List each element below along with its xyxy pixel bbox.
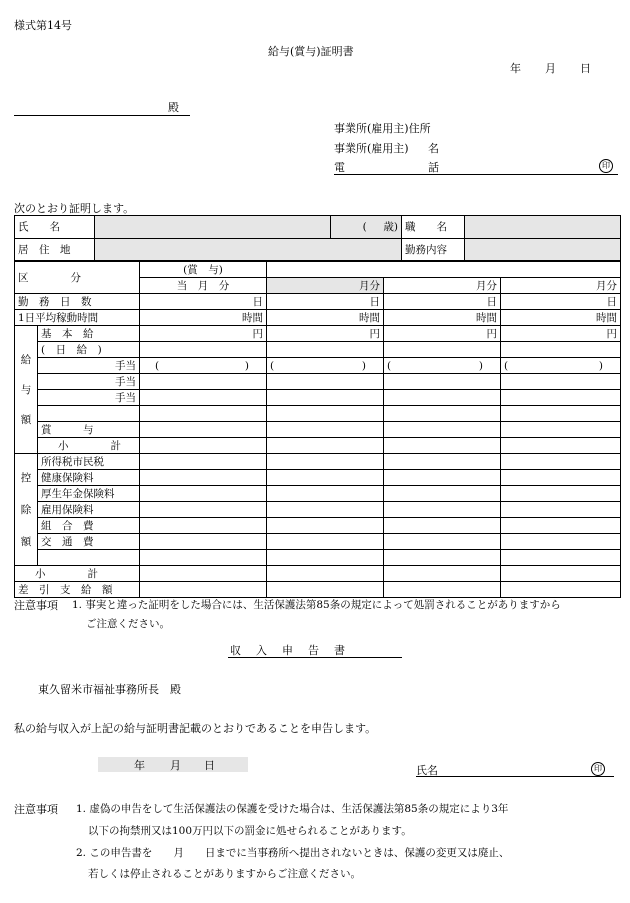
month-col-2[interactable]: 月分 bbox=[384, 278, 501, 294]
cell[interactable] bbox=[501, 454, 621, 470]
bonus-header: (賞 与) bbox=[140, 262, 267, 278]
blank-label bbox=[38, 406, 140, 422]
cell[interactable]: 日 bbox=[140, 294, 267, 310]
cell[interactable] bbox=[267, 566, 384, 582]
declaration-name-label: 氏名 bbox=[416, 764, 438, 777]
pay-group-label: 給 与 額 bbox=[15, 326, 38, 454]
category-label: 区 分 bbox=[15, 262, 140, 294]
cell[interactable] bbox=[501, 342, 621, 358]
declaration-date-field[interactable] bbox=[98, 757, 248, 772]
cell[interactable] bbox=[384, 390, 501, 406]
cell[interactable] bbox=[267, 438, 384, 454]
cell[interactable] bbox=[501, 486, 621, 502]
employer-name-suffix: 名 bbox=[428, 142, 439, 155]
notes1-label: 注意事項 bbox=[14, 599, 58, 612]
cell[interactable] bbox=[267, 518, 384, 534]
cell[interactable] bbox=[267, 454, 384, 470]
cell[interactable] bbox=[267, 406, 384, 422]
cell[interactable] bbox=[384, 374, 501, 390]
cell[interactable] bbox=[267, 486, 384, 502]
address-field[interactable] bbox=[95, 239, 402, 261]
declaration-addressee: 東久留米市福祉事務所長 殿 bbox=[38, 683, 181, 696]
cell[interactable] bbox=[140, 454, 267, 470]
cell[interactable] bbox=[267, 502, 384, 518]
intro-text: 次のとおり証明します。 bbox=[14, 202, 135, 215]
month-col-3[interactable]: 月分 bbox=[501, 278, 621, 294]
cell[interactable] bbox=[384, 518, 501, 534]
cell[interactable]: 円 bbox=[140, 326, 267, 342]
age-field[interactable]: ( 歳) bbox=[331, 216, 402, 239]
cell[interactable] bbox=[140, 390, 267, 406]
cell[interactable] bbox=[140, 582, 267, 598]
cell[interactable]: 円 bbox=[384, 326, 501, 342]
cell[interactable] bbox=[384, 550, 501, 566]
declaration-statement: 私の給与収入が上記の給与証明書記載のとおりであることを申告します。 bbox=[14, 722, 377, 735]
cell[interactable] bbox=[267, 534, 384, 550]
cell[interactable]: 時間 bbox=[267, 310, 384, 326]
cell[interactable] bbox=[140, 550, 267, 566]
cell[interactable] bbox=[501, 582, 621, 598]
base-pay-label: 基 本 給 bbox=[38, 326, 140, 342]
cell[interactable] bbox=[140, 534, 267, 550]
declaration-title-underline bbox=[228, 657, 402, 658]
employer-address-label: 事業所(雇用主)住所 bbox=[334, 122, 431, 135]
cell[interactable]: 円 bbox=[267, 326, 384, 342]
phone-label-2: 話 bbox=[428, 161, 439, 174]
work-label: 勤務内容 bbox=[402, 239, 465, 261]
cell[interactable] bbox=[501, 422, 621, 438]
income-tax-label: 所得税市民税 bbox=[38, 454, 140, 470]
addressee-suffix: 殿 bbox=[168, 101, 179, 114]
cell[interactable] bbox=[384, 454, 501, 470]
date-year: 年 bbox=[510, 62, 521, 75]
union-fee-label: 組 合 費 bbox=[38, 518, 140, 534]
cell[interactable] bbox=[140, 342, 267, 358]
job-label: 職 名 bbox=[402, 216, 465, 239]
declaration-date-day: 日 bbox=[204, 759, 215, 772]
pay-subtotal-label: 小 計 bbox=[38, 438, 140, 454]
cell[interactable] bbox=[267, 582, 384, 598]
cell[interactable]: ( ) bbox=[501, 358, 621, 374]
cell[interactable] bbox=[384, 534, 501, 550]
notes2-item2-line2: 若しくは停止されることがありますからご注意ください。 bbox=[88, 868, 361, 880]
cell[interactable] bbox=[501, 438, 621, 454]
declaration-name-line bbox=[416, 776, 614, 777]
cell[interactable] bbox=[140, 374, 267, 390]
work-field[interactable] bbox=[465, 239, 621, 261]
daily-pay-label: ( 日 給 ) bbox=[38, 342, 140, 358]
employer-line bbox=[334, 174, 618, 175]
addressee-line bbox=[14, 115, 190, 116]
cell[interactable] bbox=[501, 406, 621, 422]
blank-label bbox=[38, 550, 140, 566]
cell[interactable] bbox=[501, 470, 621, 486]
transport-label: 交 通 費 bbox=[38, 534, 140, 550]
phone-label-1: 電 bbox=[334, 161, 345, 174]
cell[interactable] bbox=[384, 470, 501, 486]
bonus-label: 賞 与 bbox=[38, 422, 140, 438]
cell[interactable] bbox=[384, 566, 501, 582]
net-pay-label: 差 引 支 給 額 bbox=[15, 582, 140, 598]
allowance-label-3: 手当 bbox=[38, 390, 140, 406]
work-days-label: 勤 務 日 数 bbox=[15, 294, 140, 310]
cell[interactable] bbox=[501, 550, 621, 566]
seal-mark: 印 bbox=[599, 158, 613, 173]
date-month: 月 bbox=[545, 62, 556, 75]
cell[interactable]: 日 bbox=[384, 294, 501, 310]
cell[interactable] bbox=[140, 566, 267, 582]
notes2-item1-line1: 1. 虚偽の申告をして生活保護法の保護を受けた場合は、生活保護法第85条の規定により3年 bbox=[76, 803, 509, 815]
current-month-header: 当 月 分 bbox=[140, 278, 267, 294]
cell[interactable] bbox=[267, 342, 384, 358]
date-day: 日 bbox=[580, 62, 591, 75]
declaration-date-month: 月 bbox=[170, 759, 181, 772]
cell[interactable]: ( ) bbox=[267, 358, 384, 374]
cell[interactable] bbox=[501, 390, 621, 406]
cell[interactable] bbox=[267, 550, 384, 566]
cell[interactable] bbox=[140, 406, 267, 422]
cell[interactable] bbox=[267, 470, 384, 486]
notes1-line2: ご注意ください。 bbox=[86, 618, 170, 630]
cell[interactable] bbox=[267, 422, 384, 438]
allowance-label-1: 手当 bbox=[38, 358, 140, 374]
cell[interactable]: 日 bbox=[501, 294, 621, 310]
cell[interactable] bbox=[384, 342, 501, 358]
cell[interactable] bbox=[267, 374, 384, 390]
cell[interactable]: 時間 bbox=[501, 310, 621, 326]
notes2-label: 注意事項 bbox=[14, 803, 58, 816]
cell[interactable] bbox=[384, 582, 501, 598]
cell[interactable] bbox=[501, 534, 621, 550]
deduct-subtotal-label: 小 計 bbox=[15, 566, 140, 582]
address-label: 居 住 地 bbox=[15, 239, 95, 261]
month-col-1[interactable]: 月分 bbox=[267, 278, 384, 294]
cell[interactable] bbox=[501, 502, 621, 518]
name-label: 氏 名 bbox=[15, 216, 95, 239]
job-field[interactable] bbox=[465, 216, 621, 239]
avg-hours-row bbox=[15, 310, 621, 326]
info-table bbox=[14, 215, 621, 261]
cell[interactable] bbox=[140, 518, 267, 534]
cell[interactable] bbox=[384, 502, 501, 518]
cell[interactable] bbox=[140, 422, 267, 438]
cell[interactable] bbox=[267, 390, 384, 406]
cell[interactable]: ( ) bbox=[140, 358, 267, 374]
cell[interactable]: 日 bbox=[267, 294, 384, 310]
cell[interactable] bbox=[501, 374, 621, 390]
cell[interactable] bbox=[140, 486, 267, 502]
cell[interactable] bbox=[384, 422, 501, 438]
declaration-seal: 印 bbox=[591, 761, 605, 776]
cell[interactable] bbox=[140, 470, 267, 486]
declaration-date-year: 年 bbox=[134, 759, 145, 772]
employment-insurance-label: 雇用保険料 bbox=[38, 502, 140, 518]
notes2-item2-line1: 2. この申告書を 月 日までに当事務所へ提出されないときは、保護の変更又は廃止、 bbox=[76, 847, 510, 859]
notes1-line1: 1. 事実と違った証明をした場合には、生活保護法第85条の規定によって処罰されることがありますから bbox=[72, 599, 561, 611]
cell[interactable] bbox=[384, 438, 501, 454]
cell[interactable] bbox=[384, 486, 501, 502]
cell[interactable]: 円 bbox=[501, 326, 621, 342]
avg-hours-label: 1日平均稼動時間 bbox=[15, 310, 140, 326]
allowance-label-2: 手当 bbox=[38, 374, 140, 390]
employer-name-label: 事業所(雇用主) bbox=[334, 142, 409, 155]
health-insurance-label: 健康保険料 bbox=[38, 470, 140, 486]
declaration-title: 収 入 申 告 書 bbox=[230, 644, 347, 657]
name-field[interactable] bbox=[95, 216, 331, 239]
month-header-blank bbox=[267, 262, 621, 278]
cell[interactable] bbox=[140, 438, 267, 454]
cell[interactable] bbox=[501, 518, 621, 534]
deduct-group-label: 控 除 額 bbox=[15, 454, 38, 566]
cell[interactable] bbox=[384, 406, 501, 422]
notes2-item1-line2: 以下の拘禁刑又は100万円以下の罰金に処せられることがあります。 bbox=[88, 825, 412, 837]
cell[interactable]: 時間 bbox=[140, 310, 267, 326]
cell[interactable]: ( ) bbox=[384, 358, 501, 374]
pay-table bbox=[14, 261, 621, 598]
cell[interactable] bbox=[140, 502, 267, 518]
cell[interactable] bbox=[501, 566, 621, 582]
cell[interactable]: 時間 bbox=[384, 310, 501, 326]
document-title: 給与(賞与)証明書 bbox=[268, 45, 354, 58]
form-number: 様式第14号 bbox=[14, 19, 72, 32]
pension-label: 厚生年金保険料 bbox=[38, 486, 140, 502]
work-days-row bbox=[15, 294, 621, 310]
